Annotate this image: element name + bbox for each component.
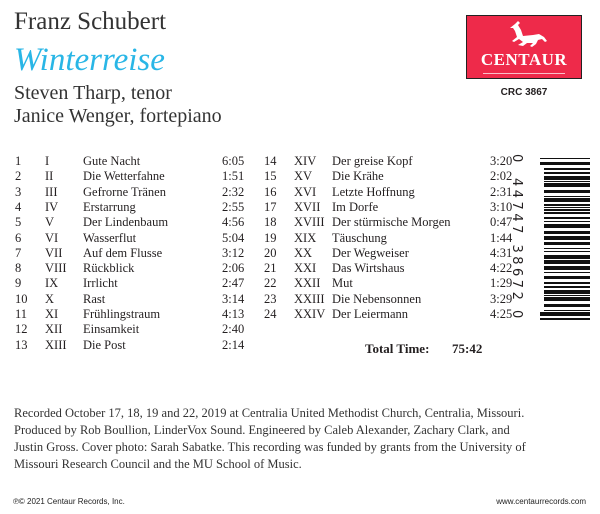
barcode-lead-digit: 0 <box>509 154 524 163</box>
barcode-bar <box>544 251 590 252</box>
track-time: 4:25 <box>490 307 513 321</box>
track-time: 4:13 <box>222 307 245 321</box>
label-brand: CENTAUR <box>480 50 568 69</box>
catalog-number: CRC 3867 <box>500 87 548 98</box>
track-title: Der stürmische Morgen <box>332 215 451 230</box>
track-title: Auf dem Flusse <box>83 245 163 260</box>
track-title: Rast <box>83 291 106 306</box>
barcode-bar <box>544 290 590 294</box>
track-title: Der Lindenbaum <box>83 215 169 230</box>
barcode-bar <box>544 260 590 264</box>
track-roman: V <box>45 215 55 230</box>
barcode-bar <box>544 176 590 180</box>
track-time: 4:56 <box>222 215 245 230</box>
track-number: 6 <box>15 230 22 245</box>
track-title: Rückblick <box>83 261 135 276</box>
track-roman: XXI <box>294 261 317 276</box>
track-number: 21 <box>264 261 277 276</box>
track-number: 14 <box>264 154 277 168</box>
track-time: 4:31 <box>490 245 513 260</box>
barcode-bar <box>544 295 590 296</box>
track-title: Der Leiermann <box>332 307 409 321</box>
barcode-bar <box>544 190 590 193</box>
track-number: 22 <box>264 276 277 291</box>
barcode-bar <box>544 272 590 273</box>
track-title: Der Wegweiser <box>332 245 409 260</box>
track-roman: VII <box>45 245 63 260</box>
track-number: 16 <box>264 184 277 199</box>
track-roman: IX <box>45 276 59 291</box>
barcode-bar <box>544 207 590 208</box>
work-title: Winterreise <box>14 42 165 78</box>
track-time: 3:20 <box>490 154 513 168</box>
track-title: Das Wirtshaus <box>332 261 405 276</box>
barcode-bar <box>544 255 590 259</box>
recording-notes: Recorded October 17, 18, 19 and 22, 2019 at Centralia United Methodist Church, Centralia, Missouri. Produced by Rob Boullion, LinderVox Sound. Engineered by Caleb Alexander, Zachary Clark, and Justin Gross. Cover photo: Sarah Sabatke. This recording was funded by grants from the University of Missouri Research Council and the MU School of Music. <box>14 406 526 471</box>
track-number: 4 <box>15 199 22 214</box>
track-time: 1:29 <box>490 276 513 291</box>
track-roman: XV <box>294 169 313 184</box>
track-roman: XX <box>294 245 313 260</box>
track-roman: XVIII <box>294 215 325 230</box>
track-roman: XIX <box>294 230 317 245</box>
barcode-digits: 44747 38672 <box>509 178 524 304</box>
website: www.centaurrecords.com <box>496 497 586 506</box>
total-time-label: Total Time: <box>365 341 430 356</box>
track-time: 3:14 <box>222 291 245 306</box>
track-roman: XXII <box>294 276 321 291</box>
barcode-bar <box>544 181 590 182</box>
track-number: 18 <box>264 215 277 230</box>
track-roman: IV <box>45 199 59 214</box>
track-title: Gefrorne Tränen <box>83 184 166 199</box>
track-title: Irrlicht <box>83 276 118 291</box>
track-number: 19 <box>264 230 277 245</box>
track-roman: II <box>45 169 54 184</box>
logo-rule <box>483 73 565 74</box>
track-roman: XII <box>45 322 63 337</box>
track-number: 1 <box>15 154 22 168</box>
track-time: 2:31 <box>490 184 513 199</box>
barcode-bar <box>544 304 590 307</box>
track-time: 2:14 <box>222 337 245 352</box>
barcode-bar <box>544 209 590 211</box>
track-time: 1:44 <box>490 230 513 245</box>
track-time: 2:06 <box>222 261 245 276</box>
track-roman: XI <box>45 307 59 321</box>
track-roman: XVI <box>294 184 317 199</box>
track-time: 3:10 <box>490 199 513 214</box>
track-time: 2:32 <box>222 184 245 199</box>
track-time: 3:29 <box>490 291 513 306</box>
performer-fortepiano: Janice Wenger, fortepiano <box>14 105 222 127</box>
barcode-bar <box>544 266 590 270</box>
track-number: 17 <box>264 199 277 214</box>
track-number: 5 <box>15 215 22 230</box>
track-time: 4:22 <box>490 261 513 276</box>
barcode-bar <box>544 224 590 228</box>
barcode-bar <box>544 282 590 284</box>
track-number: 15 <box>264 169 277 184</box>
barcode-bar <box>544 286 590 288</box>
track-roman: XIII <box>45 337 67 352</box>
track-title: Mut <box>332 276 353 291</box>
performer-tenor: Steven Tharp, tenor <box>14 82 172 104</box>
track-time: 2:40 <box>222 322 245 337</box>
track-number: 8 <box>15 261 22 276</box>
track-roman: X <box>45 291 55 306</box>
track-roman: XIV <box>294 154 317 168</box>
track-number: 2 <box>15 169 22 184</box>
track-time: 2:47 <box>222 276 245 291</box>
copyright: ℗© 2021 Centaur Records, Inc. <box>13 497 125 506</box>
barcode-bar <box>544 212 590 214</box>
track-roman: XXIII <box>294 291 325 306</box>
track-time: 2:55 <box>222 199 245 214</box>
barcode-bar <box>544 168 590 170</box>
barcode-bar <box>544 276 590 279</box>
track-number: 11 <box>15 307 28 321</box>
track-title: Frühlingstraum <box>83 307 161 321</box>
barcode-bar <box>540 162 590 165</box>
track-title: Im Dorfe <box>332 199 379 214</box>
track-title: Täuschung <box>332 230 387 245</box>
track-title: Erstarrung <box>83 199 136 214</box>
track-time: 2:02 <box>490 169 513 184</box>
track-number: 10 <box>15 291 28 306</box>
track-number: 24 <box>264 307 277 321</box>
track-title: Gute Nacht <box>83 154 141 168</box>
track-roman: VIII <box>45 261 67 276</box>
track-time: 3:12 <box>222 245 245 260</box>
track-time: 1:51 <box>222 169 245 184</box>
barcode-bar <box>544 204 590 206</box>
track-number: 12 <box>15 322 28 337</box>
barcode-bar <box>544 217 590 219</box>
track-number: 9 <box>15 276 22 291</box>
barcode-bar <box>544 196 590 197</box>
barcode-bar <box>540 312 590 316</box>
track-title: Die Post <box>83 337 126 352</box>
barcode-bar <box>544 310 590 311</box>
barcode-bar <box>544 236 590 240</box>
track-title: Die Krähe <box>332 169 384 184</box>
track-roman: III <box>45 184 58 199</box>
barcode-bar <box>544 231 590 234</box>
barcode-bar <box>544 248 590 249</box>
track-time: 0:47 <box>490 215 513 230</box>
barcode-bar <box>544 198 590 202</box>
total-time-value: 75:42 <box>452 341 483 356</box>
track-number: 20 <box>264 245 277 260</box>
barcode-bar <box>540 318 590 320</box>
barcode <box>510 150 595 325</box>
track-title: Letzte Hoffnung <box>332 184 415 199</box>
track-title: Die Nebensonnen <box>332 291 422 306</box>
track-time: 6:05 <box>222 154 245 168</box>
track-number: 3 <box>15 184 22 199</box>
track-title: Wasserflut <box>83 230 137 245</box>
barcode-bar <box>544 242 590 245</box>
barcode-bar <box>544 183 590 187</box>
track-number: 13 <box>15 337 28 352</box>
track-title: Der greise Kopf <box>332 154 413 168</box>
track-number: 7 <box>15 245 22 260</box>
barcode-bar <box>540 158 590 159</box>
track-time: 5:04 <box>222 230 245 245</box>
composer-name: Franz Schubert <box>14 8 167 35</box>
track-title: Einsamkeit <box>83 322 140 337</box>
centaur-logo <box>466 15 582 79</box>
track-roman: XXIV <box>294 307 326 321</box>
track-title: Die Wetterfahne <box>83 169 165 184</box>
track-roman: VI <box>45 230 59 245</box>
barcode-bar <box>544 297 590 301</box>
track-number: 23 <box>264 291 277 306</box>
track-roman: I <box>45 154 50 168</box>
barcode-bar <box>544 221 590 222</box>
barcode-bar <box>544 172 590 174</box>
barcode-trail-digit: 0 <box>509 310 524 319</box>
track-roman: XVII <box>294 199 321 214</box>
